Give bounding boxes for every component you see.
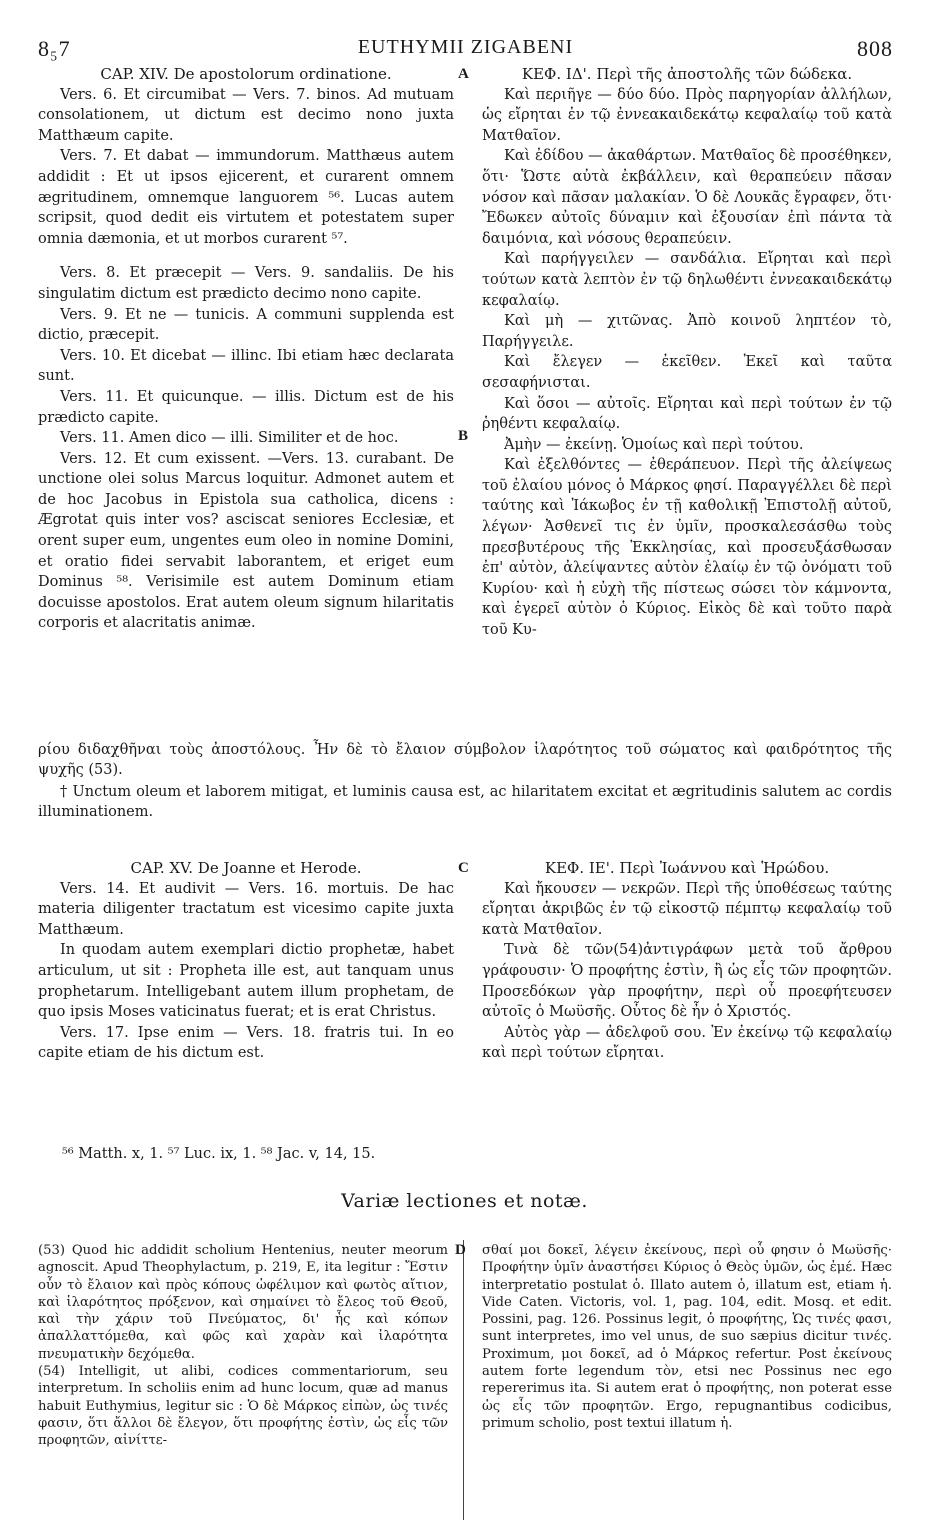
page-number-left: 8₅7: [38, 36, 71, 61]
page-number-right: 808: [857, 36, 893, 61]
latin-paragraph: Vers. 10. Et dicebat — illinc. Ibi etiam hæc declarata sunt.: [38, 347, 454, 385]
notes-right-paragraph: σθαί μοι δοκεῖ, λέγειν ἐκείνους, περὶ οὗ φησιν ὁ Μωϋσῆς· Προφήτην ὑμῖν ἀναστήσει Κύριος ὁ Θεὸς ὑμῶν, ὡς ἐμέ. Hæc interpretatio postulat ὁ. Illato autem ὁ, illatum est, etiam ἡ. Vide Caten. Victoris, vol. 1, pag. 104, edit. Mosq. et edit. Possini, pag. 126. Possinus legit, ὁ προφήτης, Ὡς τινές φασι, sunt interpretes, imo vel unus, de suo sæpius dicitur τινές. Proximum, μοι δοκεῖ, ad ὁ Μάρκος refertur. Post ἐκείνους autem forte legendum τὸν, etsi nec Possinus nec ego repererimus ita. Si autem erat ὁ προφήτης, non poterat esse ὡς εἷς τῶν προφητῶν. Ergo, repugnantibus codicibus, primum scholio, post textui illatum ἡ.: [482, 1243, 892, 1431]
greek-paragraph: Καὶ ὅσοι — αὐτοῖς. Εἴρηται καὶ περὶ τούτων ἐν τῷ ῥηθέντι κεφαλαίῳ.: [482, 395, 892, 433]
latin-paragraph: CAP. XIV. De apostolorum ordinatione.: [100, 65, 392, 83]
latin-paragraph: Vers. 11. Et quicunque. — illis. Dictum est de his prædicto capite.: [38, 388, 454, 426]
greek-paragraph: Καὶ ἐξελθόντες — ἐθεράπευον. Περὶ τῆς ἀλείψεως τοῦ ἐλαίου μόνος ὁ Μάρκος φησί. Παραγγέλλει δὲ περὶ ταύτης καὶ Ἰάκωβος ἐν τῇ καθολικῇ Ἐπιστολῇ αὐτοῦ, λέγων· Ἀσθενεῖ τις ἐν ὑμῖν, προσκαλεσάσθω τοὺς πρεσβυτέρους τῆς Ἐκκλησίας, καὶ προσευξάσθωσαν ἐπ' αὐτὸν, ἀλείψαντες αὐτὸν ἐλαίῳ ἐν τῷ ὀνόματι τοῦ Κυρίου· καὶ ἡ εὐχὴ τῆς πίστεως σώσει τὸν κάμνοντα, καὶ ἐγερεῖ αὐτὸν ὁ Κύριος. Εἰκὸς δὲ καὶ τοῦτο παρὰ τοῦ Κυ-: [482, 457, 892, 639]
greek-paragraph: Καὶ περιῆγε — δύο δύο. Πρὸς παρηγορίαν ἀλλήλων, ὡς εἴρηται ἐν τῷ ἐννεακαιδεκάτῳ κεφαλαίῳ τοῦ κατὰ Ματθαῖον.: [482, 86, 892, 144]
notes-right: [482, 1242, 892, 1432]
greek-paragraph: Καὶ παρήγγειλεν — σανδάλια. Εἴρηται καὶ περὶ τούτων κατὰ λεπτὸν ἐν τῷ δηλωθέντι ἐννεακαιδεκάτῳ κεφαλαίῳ.: [482, 251, 892, 309]
latin-paragraph: Vers. 11. Amen dico — illi. Similiter et de hoc.: [60, 430, 399, 447]
dagger-note: † Unctum oleum et laborem mitigat, et luminis causa est, ac hilaritatem excitat et ægritudinis salutem ac cordis illuminationem.: [38, 784, 892, 820]
greek-paragraph: Καὶ ἔλεγεν — ἐκεῖθεν. Ἐκεῖ καὶ ταῦτα σεσαφήνισται.: [482, 354, 892, 391]
latin2-paragraph: Vers. 14. Et audivit — Vers. 16. mortuis. De hac materia diligenter tractatum est vicesimo capite juxta Matthæum.: [38, 880, 454, 938]
greek-paragraph: ΚΕΦ. ΙΔ'. Περὶ τῆς ἀποστολῆς τῶν δώδεκα.: [521, 65, 853, 83]
greek2-paragraph: Τινὰ δὲ τῶν(54)ἀντιγράφων μετὰ τοῦ ἄρθρου γράφουσιν· Ὁ προφήτης ἐστὶν, ἢ ὡς εἷς τῶν προφητῶν. Προσεδόκων γὰρ προφήτην, περὶ οὗ προεφήτευσεν αὐτοῖς ὁ Μωϋσῆς. Οὗτος δὲ ἦν ὁ Χριστός.: [482, 942, 892, 1021]
latin2-paragraph: CAP. XV. De Joanne et Herode.: [130, 859, 362, 877]
greek2-paragraph: ΚΕΦ. ΙΕ'. Περὶ Ἰωάννου καὶ Ἡρώδου.: [544, 859, 830, 877]
latin-paragraph: Vers. 12. Et cum exissent. —Vers. 13. curabant. De unctione olei solus Marcus loquitur. Admonet autem et de hoc Jacobus in Epistola sua catholica, dicens : Ægrotat quis inter vos? asciscat seniores Ecclesiæ, et orent super eum, ungentes eum oleo in nomine Domini, et oratio fidei servabit laborantem, et eriget eum Dominus ⁵⁸. Verisimile est autem Dominum etiam docuisse apostolos. Erat autem oleum signum hilaritatis corporis et alacritatis animæ.: [38, 450, 454, 632]
latin2-paragraph: In quodam autem exemplari dictio prophetæ, habet articulum, ut sit : Propheta ille est, aut tanquam unus prophetarum. Intelligebant autem illum prophetam, de quo ipsis Moses vaticinatus fuerat; et is erat Christus.: [38, 942, 454, 1021]
latin-column-cap15: [38, 858, 454, 1064]
latin2-paragraph: Vers. 17. Ipse enim — Vers. 18. fratris tui. In eo capite etiam de his dictum est.: [38, 1024, 454, 1062]
greek-paragraph: Καὶ μὴ — χιτῶνας. Ἀπὸ κοινοῦ ληπτέον τὸ, Παρήγγειλε.: [482, 313, 892, 350]
footnotes: ⁵⁶ Matth. x, 1. ⁵⁷ Luc. ix, 1. ⁵⁸ Jac. v, 14, 15.: [62, 1146, 376, 1162]
latin-paragraph: Vers. 6. Et circumibat — Vers. 7. binos. Ad mutuam consolationem, ut dictum est decimo nono juxta Matthæum capite.: [38, 86, 454, 144]
latin-column-cap14: [38, 64, 454, 634]
running-header: [38, 36, 893, 61]
notes-left-paragraph: (53) Quod hic addidit scholium Hentenius, neuter meorum agnoscit. Apud Theophylactum, p. 219, E, ita legitur : Ἔστιν οὖν τὸ ἔλαιον καὶ πρὸς κόπους ὠφέλιμον καὶ φωτὸς αἴτιον, καὶ ἱλαρότητος πρόξενον, καὶ σημαίνει τὸ ἔλεος τοῦ Θεοῦ, καὶ τὴν χάριν τοῦ Πνεύματος, δι' ἧς καὶ κόπων ἀπαλλαττόμεθα, καὶ φῶς καὶ χαρὰν καὶ ἱλαρότητα πνευματικὴν δεχόμεθα.: [38, 1243, 448, 1362]
running-title: EUTHYMII ZIGABENI: [357, 36, 574, 58]
greek-column-cap15: [482, 858, 892, 1064]
margin-marker-a: A: [458, 66, 469, 82]
greek-column-cap14: [482, 64, 892, 641]
margin-marker-c: C: [458, 860, 469, 876]
latin-paragraph: Vers. 7. Et dabat — immundorum. Matthæus autem addidit : Et ut ipsos ejicerent, et curarent omnem ægritudinem, omnemque languorem ⁵⁶. Lucas autem scripsit, quod dedit eis virtutem et potestatem super omnia dæmonia, et ut morbos curarent ⁵⁷.: [38, 148, 454, 247]
full-width-greek-line: ρίου διδαχθῆναι τοὺς ἀποστόλους. Ἦν δὲ τὸ ἔλαιον σύμβολον ἱλαρότητος τοῦ σώματος καὶ φαιδρότητος τῆς ψυχῆς (53).: [38, 742, 892, 778]
greek2-paragraph: Καὶ ἤκουσεν — νεκρῶν. Περὶ τῆς ὑποθέσεως ταύτης εἴρηται ἀκριβῶς ἐν τῷ εἰκοστῷ πέμπτῳ κεφαλαίῳ τοῦ κατὰ Ματθαῖον.: [482, 880, 892, 938]
greek-paragraph: Καὶ ἐδίδου — ἀκαθάρτων. Ματθαῖος δὲ προσέθηκεν, ὅτι· Ὥστε αὐτὰ ἐκβάλλειν, καὶ θεραπεύειν πᾶσαν νόσον καὶ πᾶσαν μαλακίαν. Ὁ δὲ Λουκᾶς ἔγραφεν, ὅτι· Ἔδωκεν αὐτοῖς δύναμιν καὶ ἐξουσίαν ἐπὶ πάντα τὰ δαιμόνια, καὶ νόσους θεραπεύειν.: [482, 148, 892, 247]
latin-paragraph: Vers. 8. Et præcepit — Vers. 9. sandaliis. De his singulatim dictum est prædicto decimo nono capite.: [38, 265, 454, 302]
latin-paragraph: Vers. 9. Et ne — tunicis. A communi supplenda est dictio, præcepit.: [38, 306, 454, 344]
greek-paragraph: Ἀμὴν — ἐκείνῃ. Ὁμοίως καὶ περὶ τούτου.: [504, 436, 804, 453]
notes-left-paragraph: (54) Intelligit, ut alibi, codices commentariorum, seu interpretum. In scholiis enim ad hunc locum, quæ ad manus habuit Euthymius, legitur sic : Ὁ δὲ Μάρκος εἰπὼν, ὡς τινές φασιν, ὅτι ἄλλοι δὲ ἔλεγον, ὅτι προφήτης ἐστὶν, ὡς εἷς τῶν προφητῶν, αἰνίττε-: [38, 1364, 448, 1449]
varia-heading: Variæ lectiones et notæ.: [341, 1190, 588, 1212]
latin-paragraph: [38, 249, 454, 263]
greek2-paragraph: Αὐτὸς γὰρ — ἀδελφοῦ σου. Ἐν ἐκείνῳ τῷ κεφαλαίῳ καὶ περὶ τούτων εἴρηται.: [482, 1024, 892, 1062]
margin-marker-b: B: [458, 428, 469, 444]
notes-left: [38, 1242, 448, 1450]
column-divider: [463, 1240, 464, 1520]
margin-marker-d: D: [455, 1242, 466, 1258]
